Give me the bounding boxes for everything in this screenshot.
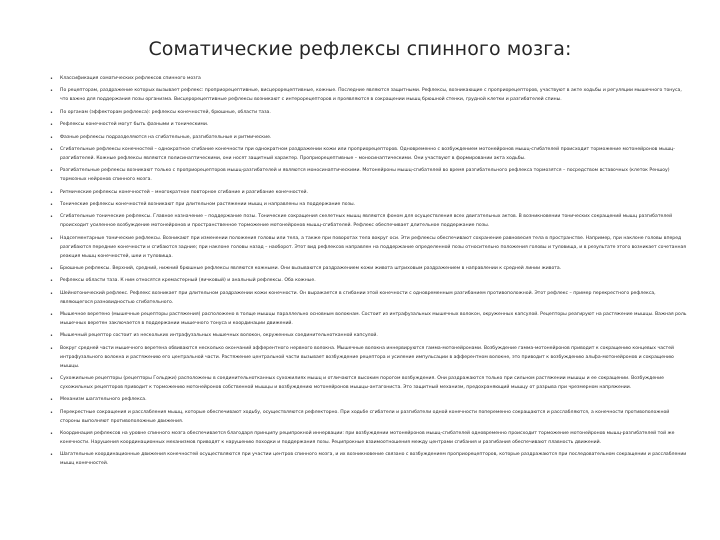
- bullet-dot-icon: •: [50, 201, 53, 208]
- bullet-dot-icon: •: [50, 134, 53, 141]
- bullet-text: Сгибательные тонические рефлексы. Главное назначение – поддержание позы. Тонические сокращения скелетных мышц являются фоном для осуществления всех двигательных актов. В возникновении тонических сокращений мышц разгибателей происходит усиленное возбуждение мотонейронов и пространственное торможение мотонейронов мышц-сгибателей. Рефлекс обеспечивает длительное поддержание позы.: [60, 214, 673, 229]
- bullet-text: Рефлексы конечностей могут быть фазными и тоническими.: [60, 122, 209, 128]
- bullet-item: [50, 146, 688, 164]
- bullet-text: Ритмические рефлексы конечностей – многократное повторное сгибание и разгибание конечностей.: [60, 189, 309, 195]
- bullet-text: Сгибательные рефлексы конечностей – однократное сгибание конечности при однократном раздражении кожи или проприорецепторов. Одновременно с возбуждением мотонейронов мышц-сгибателей происходит торможение мотонейронов мышц-разгибателей. Кожные рефлексы являются полисинаптическими, они носят защитный характер. Проприорецептивные – моносинаптическими. Они участвуют в формировании акта ходьбы.: [60, 146, 675, 161]
- bullet-text: Мышечный рецептор состоит из нескольких интрафузальных мышечных волокон, окруженных соединительнотканной капсулой.: [60, 333, 378, 339]
- bullet-item: [50, 430, 688, 448]
- bullet-dot-icon: •: [50, 189, 53, 196]
- bullet-item: [50, 134, 688, 143]
- bullet-item: [50, 87, 688, 105]
- bullet-dot-icon: •: [50, 235, 53, 242]
- bullet-item: [50, 167, 688, 185]
- bullet-text: Брюшные рефлексы. Верхний, средний, нижний брюшные рефлексы являются кожными. Они вызываются раздражением кожи живота штриховым раздражением в направлении к средней линии живота.: [60, 265, 562, 271]
- bullet-item: [50, 332, 688, 341]
- bullet-dot-icon: •: [50, 409, 53, 416]
- bullet-item: [50, 290, 688, 308]
- bullet-text: Перекрестные сокращения и расслабления мышц, которые обеспечивают ходьбу, осуществляются рефлекторно. При ходьбе сгибатели и разгибатели одной конечности попеременно сокращаются и расслабляются, а конечности противоположной стороны выполняют противоположные движения.: [60, 409, 670, 424]
- bullet-text: Разгибательные рефлексы возникают только с проприорецепторов мышц-разгибателей и являются моносинаптическими. Мотонейроны мышц-сгибателей во время разгибательного рефлекса тормозятся – посредством вставочных (клеток Реншоу) тормозных нейронов спинного мозга.: [60, 168, 670, 183]
- bullet-dot-icon: •: [50, 333, 53, 340]
- slide-title: Соматические рефлексы спинного мозга:: [148, 38, 572, 60]
- bullet-item: [50, 451, 688, 469]
- bullet-dot-icon: •: [50, 146, 53, 153]
- bullet-dot-icon: •: [50, 345, 53, 352]
- bullet-dot-icon: •: [50, 76, 53, 82]
- bullet-item: [50, 235, 688, 262]
- bullet-dot-icon: •: [50, 109, 53, 116]
- bullet-item: [50, 121, 688, 130]
- bullet-item: [50, 75, 688, 84]
- bullet-dot-icon: •: [50, 312, 53, 319]
- bullet-dot-icon: •: [50, 88, 53, 95]
- bullet-dot-icon: •: [50, 452, 53, 459]
- bullet-item: [50, 396, 688, 405]
- bullet-text: Шагательные координационные движения конечностей осуществляются при участии центров спинного мозга, и их возникновение связано с возбуждением проприорецепторов, которые раздражаются при последовательном сокращении и расслаблении мышц конечностей.: [60, 452, 687, 467]
- bullet-text: Мышечное веретено (мышечные рецепторы растяжения) расположено в толще мышцы параллельно основным волокнам. Состоит из интрафузальных мышечных волокон, окруженных капсулой. Рецепторы реагируют на растяжение мышцы. Важная роль мышечных веретен заключается в поддержании мышечного тонуса и координации движений.: [60, 312, 687, 326]
- bullet-item: [50, 345, 688, 372]
- bullet-text: Тонические рефлексы конечностей возникают при длительном растяжении мышц и направлены на поддержание позы.: [60, 201, 356, 207]
- bullet-item: [50, 277, 688, 286]
- bullet-item: [50, 375, 688, 393]
- bullet-item: [50, 109, 688, 118]
- bullet-text: Надсегментарные тонические рефлексы. Возникают при изменении положения головы или тела, а также при поворотах тела вокруг оси. Эти рефлексы обеспечивают сохранение равновесия тела в пространстве. Например, при наклоне головы вперед разгибаются передние конечности и сгибаются задние; при наклоне головы назад – наоборот. Этот вид рефлексов направлен на поддержание определенной позы относительно положения головы и туловища, и в результате этого возникает сочетанная реакция мышц конечностей, шеи и туловища.: [60, 235, 687, 259]
- bullet-text: Шейнотонический рефлекс. Рефлекс возникает при длительном раздражении кожи конечности. Он выражается в сгибании этой конечности с одновременным разгибанием противоположной. Этот рефлекс – пример перекрестного рефлекса, являющегося разновидностью сгибательного.: [60, 290, 656, 305]
- bullet-list: [50, 75, 688, 473]
- bullet-dot-icon: •: [50, 265, 53, 272]
- bullet-dot-icon: •: [50, 214, 53, 221]
- bullet-dot-icon: •: [50, 431, 53, 437]
- bullet-dot-icon: •: [50, 168, 53, 175]
- bullet-item: [50, 189, 688, 198]
- bullet-item: [50, 409, 688, 427]
- bullet-item: [50, 265, 688, 274]
- bullet-text: Фазные рефлексы подразделяются на сгибательные, разгибательные и ритмические.: [60, 134, 272, 140]
- bullet-text: По рецепторам, раздражение которых вызывает рефлекс: проприорецептивные, висцерорецептивные, кожные. Последние являются защитными. Рефлексы, возникающие с проприорецепторов, участвуют в акте ходьбы и регуляции мышечного тонуса, что важно для поддержания позы организма. Висцерорецептивные рефлексы возникают с интерорецепторов и проявляются в сокращении мышц брюшной стенки, грудной клетки и разгибателей спины.: [60, 88, 682, 103]
- bullet-dot-icon: •: [50, 290, 53, 297]
- bullet-text: Механизм шагательного рефлекса.: [60, 397, 147, 403]
- bullet-text: Координация рефлексов на уровне спинного мозга обеспечивается благодаря принципу реципрокной иннервации: при возбуждении мотонейронов мышц-сгибателей одновременно происходит торможение мотонейронов мышц-разгибателей той же конечности. Нарушения координационных механизмов приводят к нарушению походки и поддержания позы. Реципрокные взаимоотношения между центрами сгибания и разгибания обеспечивают плавность движений.: [60, 431, 675, 445]
- bullet-item: [50, 311, 688, 329]
- bullet-text: По органам (эффекторам рефлекса): рефлексы конечностей, брюшные, области таза.: [60, 109, 271, 115]
- bullet-text: Классификация соматических рефлексов спинного мозга: [60, 76, 201, 81]
- bullet-dot-icon: •: [50, 278, 53, 285]
- bullet-dot-icon: •: [50, 122, 53, 129]
- bullet-text: Рефлексы области таза. К ним относятся кремастерный (яичковый) и анальный рефлексы. Оба кожные.: [60, 278, 316, 284]
- bullet-dot-icon: •: [50, 397, 53, 404]
- bullet-dot-icon: •: [50, 375, 53, 382]
- bullet-item: [50, 213, 688, 231]
- bullet-text: Вокруг средней части мышечного веретена обвиваются несколько окончаний афферентного нервного волокна. Мышечные волокна иннервируются гамма-мотонейронами. Возбуждение гамма-мотонейронов приводит к сокращению концевых частей интрафузального волокна и растяжению его центральной части. Растяжение центральной части вызывает возбуждение рецептора и усиление импульсации в афферентном волокне, это приводит к возбуждению альфа-мотонейронов и сокращению мышцы.: [60, 345, 675, 369]
- bullet-text: Сухожильные рецепторы (рецепторы Гольджи) расположены в соединительнотканных сухожилиях мышц и отличаются высоким порогом возбуждения. Они раздражаются только при сильном растяжении мышцы и ее сокращении. Возбуждение сухожильных рецепторов приводит к торможению мотонейронов собственной мышцы и возбуждению мотонейронов мышцы-антагониста. Это защитный механизм, предохраняющий мышцу от разрыва при чрезмерном напряжении.: [60, 375, 664, 390]
- bullet-item: [50, 201, 688, 210]
